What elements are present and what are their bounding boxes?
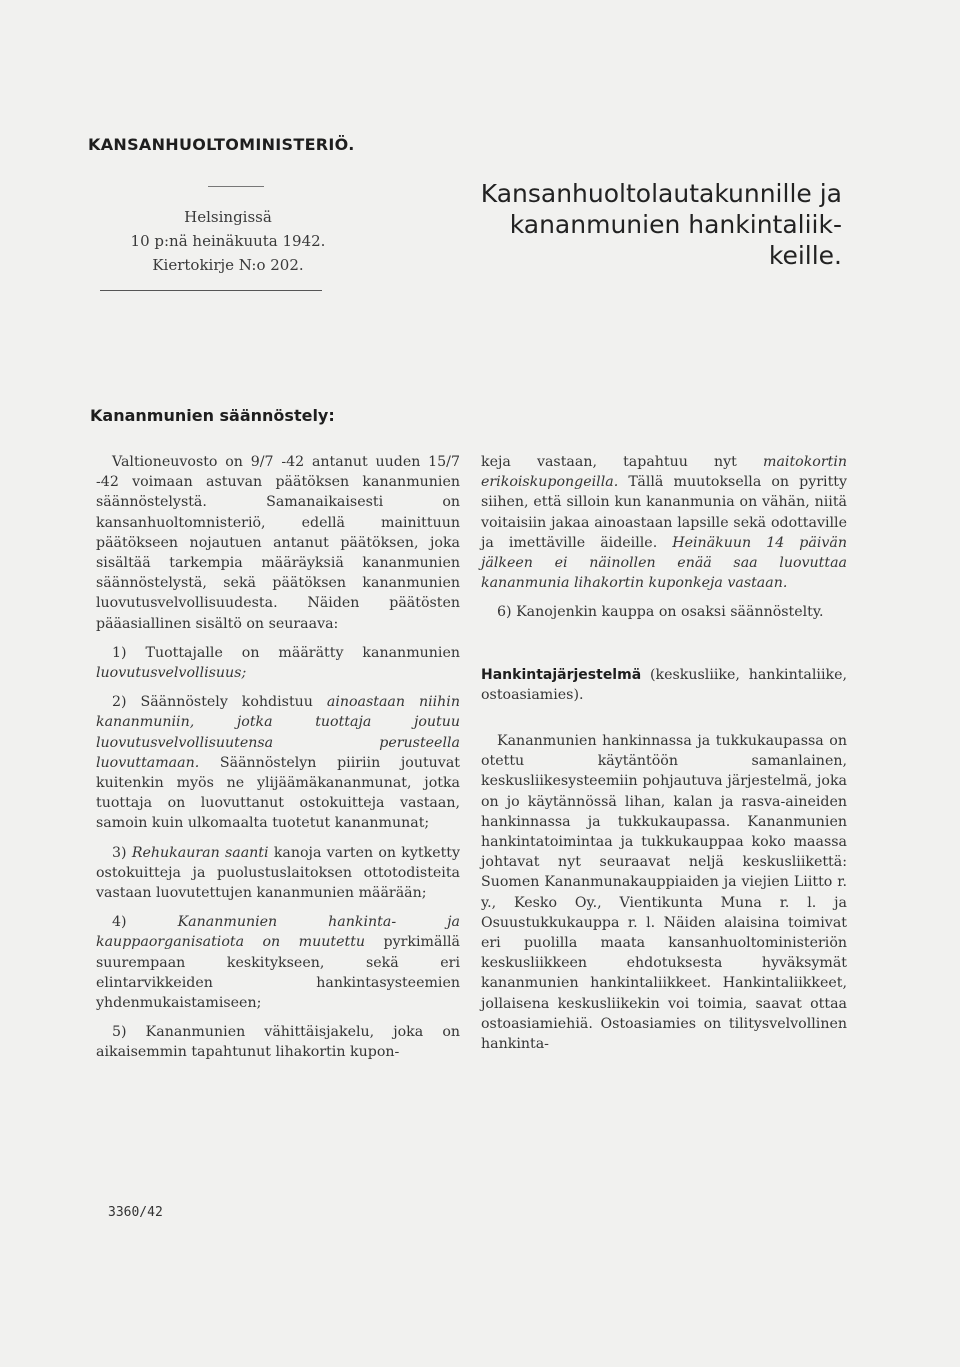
item-4-number: 4) (112, 914, 127, 931)
addressee-line-1: Kansanhuoltolautakunnille ja (480, 179, 842, 208)
continuation-emphasis-1: maitokortin erikoiskupongeilla. (481, 454, 847, 491)
intro-paragraph (96, 452, 460, 634)
list-item-2 (96, 692, 460, 833)
item-4-rest: pyrkimällä suurempaan keskitykseen, sekä eri elintarvikkeiden hankintasysteemien yhdenmukaistamiseen; (96, 934, 460, 1012)
item-2-emphasis: ainoastaan niihin kananmuniin, jotka tuottaja joutuu luovutusvelvollisuutensa perusteella luovuttamaan. (96, 694, 460, 771)
item-2-rest: Säännöstelyn piiriin joutuvat kuitenkin myös ne ylijäämäkananmunat, jotka tuottaja on luovuttanut ostokuitteja vastaan, samoin kuin ulkomaalta tuotetut kananmunat; (96, 754, 460, 832)
continuation-text-2: Tällä muutoksella on pyritty siihen, että silloin kun kananmunia on vähän, niitä voitaisiin jakaa ainoastaan lapsille sekä odottaville ja imettäville äideille. (481, 474, 847, 551)
divider-long (100, 290, 322, 291)
item-1-text: 1) Tuottajalle on määrätty kananmunien (112, 644, 460, 661)
divider-short (208, 186, 264, 187)
item-1-emphasis: luovutusvelvollisuus; (96, 665, 247, 682)
addressee-block (472, 178, 842, 271)
item-5-text: 5) Kananmunien vähittäisjakelu, joka on aikaisemmin tapahtunut lihakortin kupon- (96, 1024, 460, 1061)
list-item-1 (96, 643, 460, 683)
intro-text-2: Näiden päätösten pääasiallinen sisältö on seuraava: (96, 595, 460, 632)
section-title: Kananmunien säännöstely: (90, 406, 335, 425)
right-column (481, 452, 847, 1054)
addressee-line-2: kananmunien hankintaliik- (509, 210, 842, 239)
item-2-text: 2) Säännöstely kohdistuu (112, 694, 313, 711)
list-item-4 (96, 912, 460, 1013)
subsection-heading (481, 665, 847, 705)
continuation-paragraph (481, 452, 847, 593)
continuation-text-1: keja vastaan, tapahtuu nyt (481, 454, 737, 470)
list-item-6: 6) Kanojenkin kauppa on osaksi säännöstelty. (497, 604, 824, 621)
list-item-5 (96, 1022, 460, 1062)
item-3-number: 3) (112, 844, 127, 861)
item-3-rest: kanoja varten on kytketty ostokuitteja ja puolustuslaitoksen ottotodisteita vastaan luovutettujen kananmunien määrään; (96, 844, 461, 902)
place-name: Helsingissä (184, 208, 272, 226)
item-3-emphasis: Rehukauran saanti (131, 844, 269, 861)
document-code: 3360/42 (108, 1205, 163, 1220)
addressee-line-3: keille. (768, 241, 842, 270)
continuation-emphasis-2: Heinäkuun 14 päivän jälkeen ei näinollen enää saa luovuttaa kananmunia lihakortin kuponkeja vastaan. (481, 534, 847, 592)
intro-text-1: Valtioneuvosto on 9/7 -42 antanut uuden 15/7 -42 voimaan astuvan päätöksen kananmunien säännöstelystä. Samanaikaisesti on kansanhuoltomnisteriö, edellä mainittuun päätökseen nojautuen antanut päätöksen, joka sisältää tarkempia määräyksiä kananmunien säännöstelystä, sekä päätöksen kananmunien luovutusvelvollisuudesta. (96, 454, 460, 612)
issue-date: 10 p:nä heinäkuuta 1942. (130, 232, 326, 250)
subsection-title: Hankintajärjestelmä (481, 666, 642, 683)
ministry-name: KANSANHUOLTOMINISTERIÖ. (88, 135, 355, 154)
circular-number: Kiertokirje N:o 202. (152, 256, 304, 274)
subsection-subtitle: (keskusliike, hankintaliike, ostoasiamies). (481, 666, 847, 703)
dateline (100, 205, 356, 277)
left-column (96, 452, 460, 1063)
item-4-emphasis: Kananmunien hankinta- ja kauppaorganisatiota on muutettu (96, 914, 460, 951)
procurement-paragraph: Kananmunien hankinnassa ja tukkukaupassa on otettu käytäntöön samanlainen, keskusliikesysteemiin pohjautuva järjestelmä, joka on jo käytännössä lihan, kalan ja rasva-aineiden hankinnassa ja tukkukaupassa. Kananmunien hankintatoimintaa ja tukkukauppaa koko maassa johtavat nyt seuraavat neljä keskusliikettä: Suomen Kananmunakauppiaiden ja viejien Liitto r. y., Kesko Oy., Vientikunta Muna r. l. ja Osuustukkukauppa r. l. Näiden alaisina toimivat eri puolilla maata kansanhuoltoministeriön keskusliikkeen ehdotuksesta hyväksymät kananmunien hankintaliikkeet. Hankintaliikkeet, jollaisena keskusliikekin voi toimia, saavat ottaa ostoasiamiehiä. Ostoasiamies on tilitysvelvollinen hankinta- (481, 733, 847, 1053)
list-item-3 (96, 843, 460, 904)
